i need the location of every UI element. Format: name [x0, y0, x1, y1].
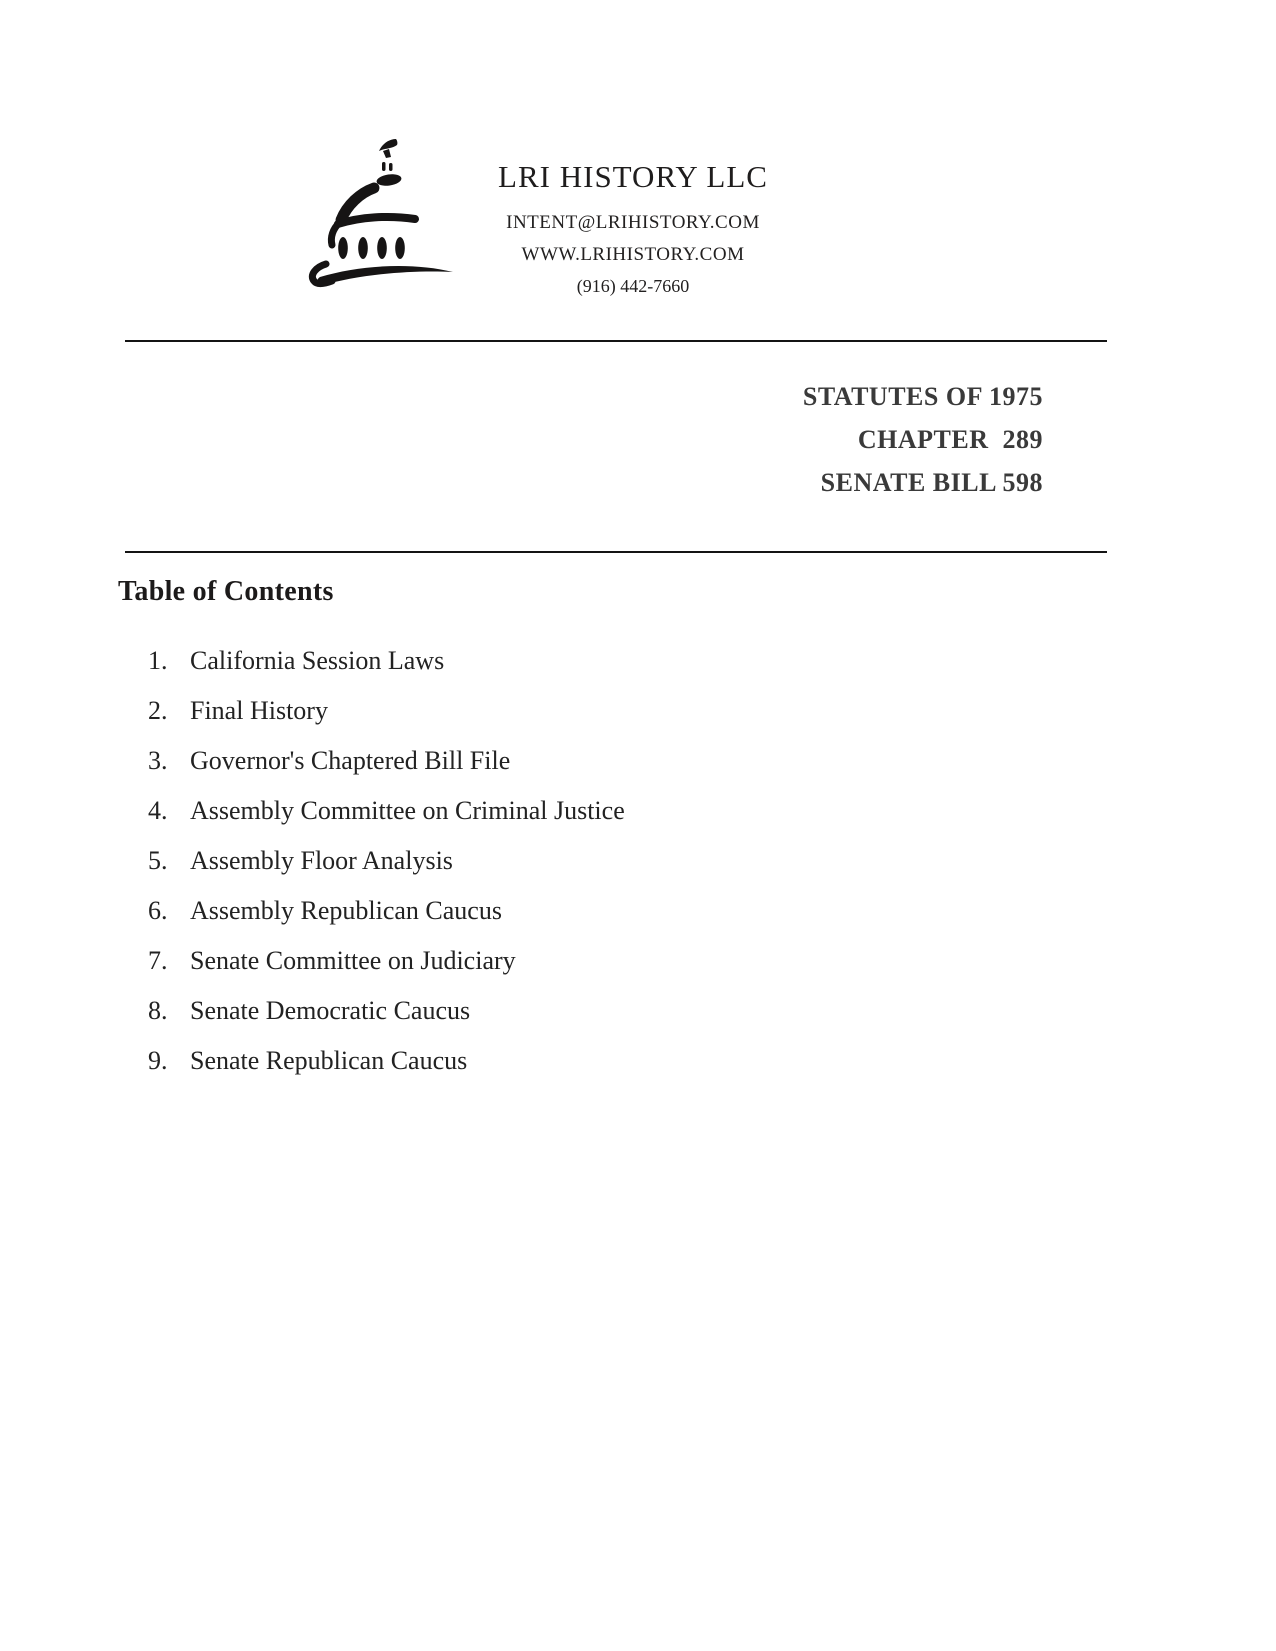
- toc-item: [148, 1036, 1048, 1086]
- toc-item-label: Final History: [190, 696, 328, 725]
- company-email: INTENT@LRIHISTORY.COM: [506, 212, 760, 233]
- toc-item-label: Senate Committee on Judiciary: [190, 946, 516, 975]
- toc-item-label: Assembly Republican Caucus: [190, 896, 502, 925]
- toc-list: [148, 636, 1048, 1086]
- toc-item-number: 8.: [148, 996, 168, 1025]
- toc-item: [148, 986, 1048, 1036]
- company-website: WWW.LRIHISTORY.COM: [521, 244, 745, 265]
- toc-item: [148, 936, 1048, 986]
- toc-item: [148, 836, 1048, 886]
- toc-item: [148, 886, 1048, 936]
- toc-item-number: 7.: [148, 946, 168, 975]
- toc-item-number: 9.: [148, 1046, 168, 1075]
- toc-item-number: 4.: [148, 796, 168, 825]
- toc-item-number: 3.: [148, 746, 168, 775]
- toc-item-label: Assembly Floor Analysis: [190, 846, 453, 875]
- toc-item-label: Governor's Chaptered Bill File: [190, 746, 511, 775]
- company-logo: [290, 125, 460, 290]
- toc-item-label: Senate Republican Caucus: [190, 1046, 468, 1075]
- horizontal-rule-top: [125, 340, 1107, 342]
- toc-item-number: 2.: [148, 696, 168, 725]
- toc-item: [148, 786, 1048, 836]
- toc-item: [148, 686, 1048, 736]
- toc-item: [148, 636, 1048, 686]
- toc-item-number: 6.: [148, 896, 168, 925]
- document-title-block: [803, 375, 1043, 504]
- capitol-dome-icon: [290, 125, 460, 290]
- toc-item: [148, 736, 1048, 786]
- company-phone: (916) 442-7660: [576, 276, 690, 296]
- company-header: [450, 160, 816, 302]
- chapter-line: CHAPTER 289: [857, 425, 1043, 454]
- toc-item-number: 1.: [148, 646, 168, 675]
- toc-item-label: California Session Laws: [190, 646, 445, 675]
- company-name: LRI HISTORY LLC: [498, 159, 768, 194]
- horizontal-rule-bottom: [125, 551, 1107, 553]
- toc-heading: Table of Contents: [118, 576, 334, 607]
- toc-item-label: Assembly Committee on Criminal Justice: [190, 796, 625, 825]
- senate-bill-line: SENATE BILL 598: [820, 468, 1043, 497]
- toc-item-label: Senate Democratic Caucus: [190, 996, 471, 1025]
- statutes-line: STATUTES OF 1975: [802, 382, 1043, 411]
- toc-item-number: 5.: [148, 846, 168, 875]
